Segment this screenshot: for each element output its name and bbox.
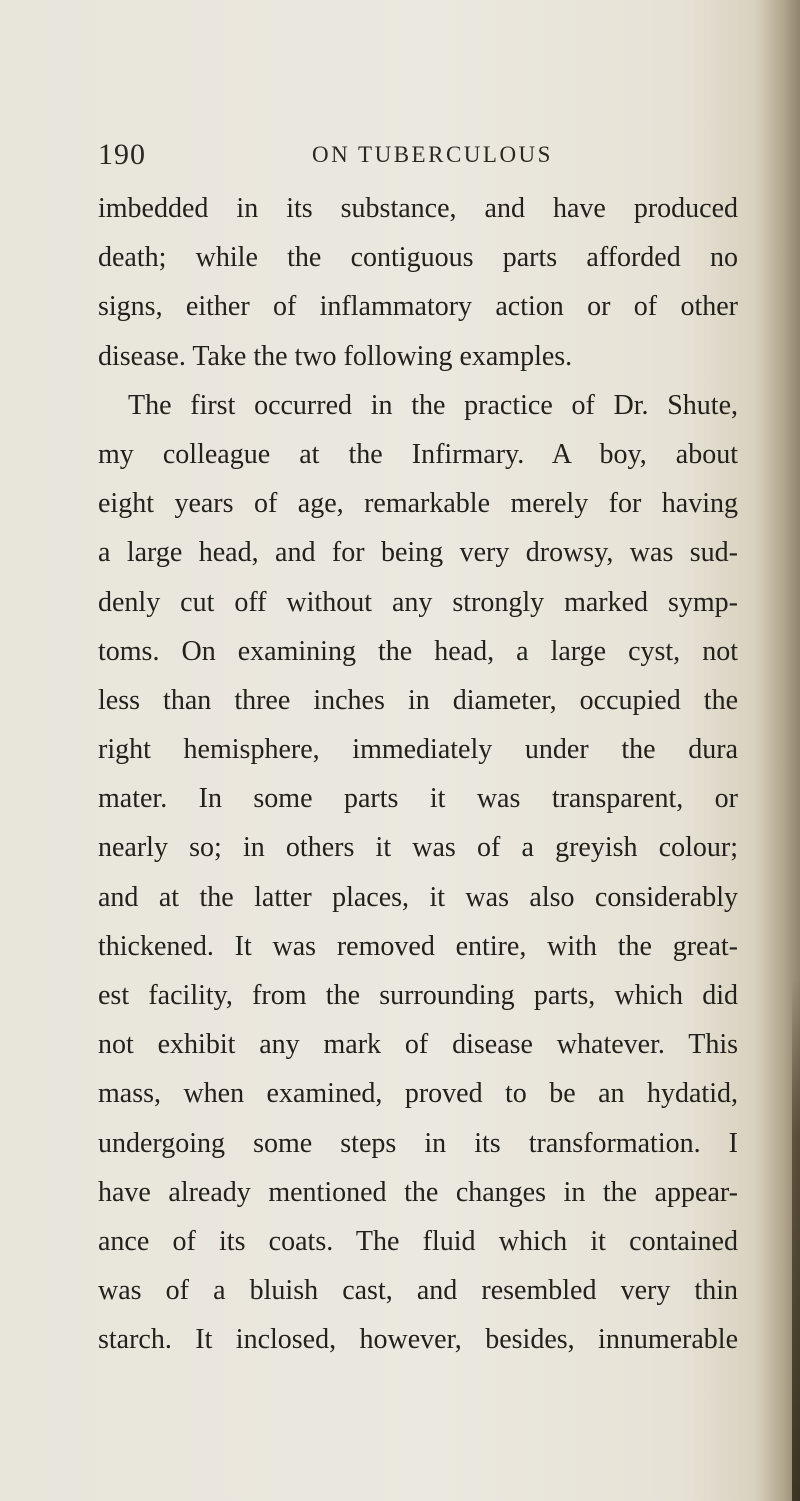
text-line: mater. In some parts it was transparent, or	[98, 783, 738, 815]
text-line: a large head, and for being very drowsy, was sud-	[98, 537, 738, 569]
running-head	[98, 138, 718, 178]
text-line: imbedded in its substance, and have produced	[98, 193, 738, 224]
text-line: The first occurred in the practice of Dr. Shute,	[128, 389, 738, 421]
text-line: death; while the contiguous parts afforded no	[98, 242, 738, 274]
text-line: not exhibit any mark of disease whatever. This	[98, 1029, 738, 1061]
text-line: eight years of age, remarkable merely for having	[98, 488, 738, 520]
text-line: right hemisphere, immediately under the dura	[98, 734, 738, 766]
body-text	[98, 184, 738, 1365]
text-line: ance of its coats. The fluid which it contained	[98, 1225, 738, 1257]
text-line: signs, either of inflammatory action or of other	[98, 291, 738, 323]
text-line: starch. It inclosed, however, besides, innumerable	[98, 1324, 738, 1356]
text-line: was of a bluish cast, and resembled very thin	[98, 1275, 738, 1307]
text-line: est facility, from the surrounding parts, which did	[98, 980, 738, 1011]
text-line: undergoing some steps in its transformation. I	[98, 1127, 738, 1159]
text-line: toms. On examining the head, a large cyst, not	[98, 635, 738, 667]
text-line: and at the latter places, it was also considerably	[98, 881, 738, 913]
text-line: my colleague at the Infirmary. A boy, about	[98, 438, 738, 470]
text-line: denly cut off without any strongly marked symp-	[98, 586, 738, 618]
text-line: less than three inches in diameter, occupied the	[98, 684, 738, 716]
text-line: have already mentioned the changes in the appear-	[98, 1176, 738, 1208]
text-line: mass, when examined, proved to be an hydatid,	[98, 1078, 738, 1110]
text-line: nearly so; in others it was of a greyish colour;	[98, 832, 738, 864]
text-line: thickened. It was removed entire, with the great-	[98, 930, 738, 962]
binding-edge	[792, 980, 800, 1501]
running-head-title: ON TUBERCULOUS	[312, 142, 553, 167]
text-line: disease. Take the two following examples.	[98, 340, 573, 372]
page-number: 190	[98, 138, 146, 171]
